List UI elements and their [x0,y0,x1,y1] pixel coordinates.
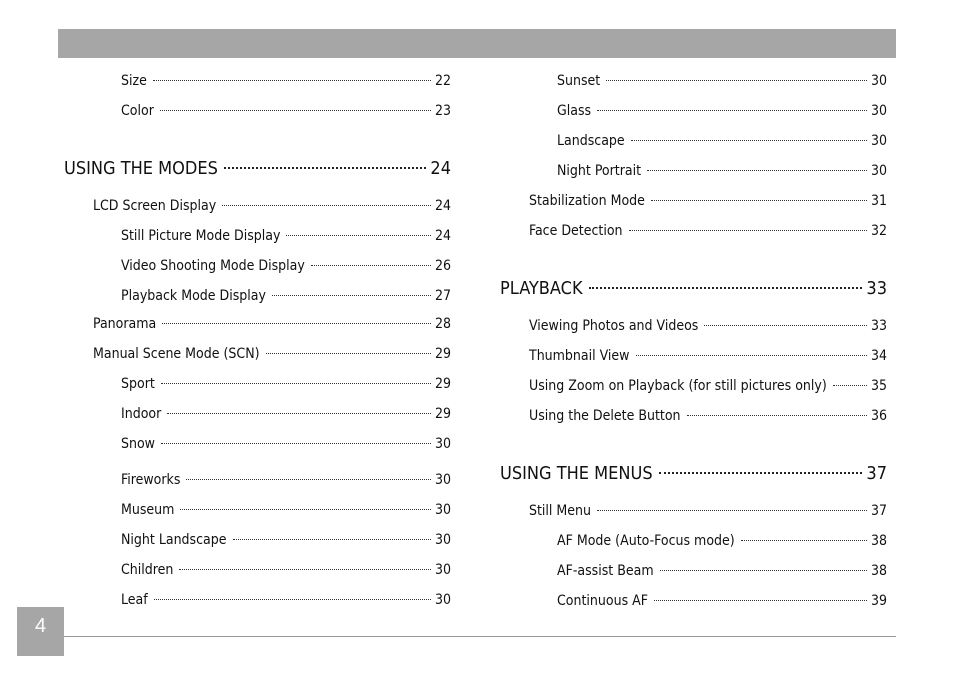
dot-leader [741,540,867,541]
dot-leader [272,295,431,296]
header-bar [58,29,896,58]
toc-entry-manual-scene-mode-scn[interactable] [93,343,451,365]
dot-leader [311,265,431,266]
toc-entry-title: Fireworks [121,472,181,488]
toc-entry-still-picture-mode-display[interactable] [121,225,451,247]
toc-entry-title: Stabilization Mode [529,193,645,209]
toc-entry-title: Size [121,73,147,89]
toc-entry-using-zoom-on-playback-for-still-pictures-only[interactable] [529,375,887,397]
dot-leader [162,323,431,324]
toc-entry-page: 24 [434,198,451,214]
toc-entry-page: 38 [870,533,887,549]
toc-entry-title: Using the Delete Button [529,408,681,424]
toc-entry-page: 24 [430,158,451,179]
toc-entry-page: 22 [434,73,451,89]
toc-entry-still-menu[interactable] [529,500,887,522]
toc-entry-page: 30 [870,73,887,89]
dot-leader [654,600,867,601]
toc-entry-using-the-delete-button[interactable] [529,405,887,427]
toc-entry-page: 33 [866,278,887,299]
dot-leader [631,140,867,141]
dot-leader [222,205,431,206]
toc-entry-title: Still Picture Mode Display [121,228,281,244]
toc-entry-title: LCD Screen Display [93,198,217,214]
toc-entry-title: USING THE MODES [64,158,218,179]
toc-entry-page: 29 [434,376,451,392]
toc-entry-sunset[interactable] [557,70,887,92]
toc-entry-page: 23 [434,103,451,119]
dot-leader [597,510,867,511]
toc-entry-af-mode-auto-focus-mode[interactable] [557,530,887,552]
toc-entry-page: 36 [870,408,887,424]
toc-entry-title: Thumbnail View [529,348,630,364]
toc-entry-title: Manual Scene Mode (SCN) [93,346,260,362]
toc-entry-title: Using Zoom on Playback (for still pictures only) [529,378,827,394]
dot-leader [597,110,867,111]
toc-entry-page: 39 [870,593,887,609]
toc-entry-page: 29 [434,346,451,362]
dot-leader [286,235,431,236]
toc-entry-indoor[interactable] [121,403,451,425]
toc-entry-page: 32 [870,223,887,239]
toc-entry-stabilization-mode[interactable] [529,190,887,212]
toc-entry-playback-mode-display[interactable] [121,285,451,307]
toc-entry-thumbnail-view[interactable] [529,345,887,367]
toc-entry-page: 37 [866,463,887,484]
toc-entry-snow[interactable] [121,433,451,455]
toc-entry-title: Leaf [121,592,148,608]
toc-section-playback[interactable] [500,276,887,302]
toc-entry-title: Landscape [557,133,625,149]
toc-entry-title: Sport [121,376,155,392]
dot-leader [160,110,431,111]
toc-entry-page: 30 [434,436,451,452]
dot-leader [167,413,431,414]
toc-entry-page: 38 [870,563,887,579]
dot-leader [180,509,431,510]
dot-leader [161,383,431,384]
toc-entry-page: 26 [434,258,451,274]
dot-leader [647,170,867,171]
toc-entry-fireworks[interactable] [121,469,451,491]
toc-entry-af-assist-beam[interactable] [557,560,887,582]
toc-entry-title: Glass [557,103,592,119]
dot-leader [629,230,867,231]
page-number: 4 [34,615,47,637]
toc-section-using-the-modes[interactable] [64,156,451,182]
toc-entry-page: 27 [434,288,451,304]
toc-entry-page: 34 [870,348,887,364]
dot-leader [651,200,867,201]
dot-leader [833,385,867,386]
page-number-box [17,607,64,656]
dot-leader [660,570,867,571]
toc-entry-page: 30 [434,502,451,518]
toc-entry-continuous-af[interactable] [557,590,887,612]
dot-leader [224,167,427,169]
dot-leader [186,479,431,480]
toc-entry-page: 28 [434,316,451,332]
dot-leader [589,287,863,289]
dot-leader [179,569,431,570]
toc-entry-glass[interactable] [557,100,887,122]
toc-entry-title: Video Shooting Mode Display [121,258,305,274]
toc-entry-page: 30 [434,472,451,488]
toc-entry-page: 30 [870,163,887,179]
toc-entry-night-portrait[interactable] [557,160,887,182]
toc-entry-page: 30 [434,592,451,608]
toc-entry-sport[interactable] [121,373,451,395]
toc-entry-panorama[interactable] [93,313,451,335]
dot-leader [636,355,867,356]
toc-entry-title: Face Detection [529,223,623,239]
dot-leader [161,443,431,444]
toc-entry-page: 30 [870,133,887,149]
toc-entry-page: 29 [434,406,451,422]
toc-entry-title: Indoor [121,406,162,422]
toc-entry-title: Night Portrait [557,163,642,179]
dot-leader [606,80,867,81]
toc-entry-page: 30 [434,532,451,548]
toc-entry-page: 35 [870,378,887,394]
toc-entry-children[interactable] [121,559,451,581]
toc-entry-title: Continuous AF [557,593,648,609]
toc-entry-page: 33 [870,318,887,334]
toc-entry-video-shooting-mode-display[interactable] [121,255,451,277]
toc-entry-page: 37 [870,503,887,519]
dot-leader [687,415,867,416]
toc-entry-title: Still Menu [529,503,592,519]
toc-entry-size[interactable] [121,70,451,92]
toc-entry-title: AF-assist Beam [557,563,654,579]
toc-entry-viewing-photos-and-videos[interactable] [529,315,887,337]
toc-entry-title: Sunset [557,73,601,89]
toc-entry-title: Viewing Photos and Videos [529,318,699,334]
toc-entry-lcd-screen-display[interactable] [93,195,451,217]
dot-leader [704,325,867,326]
toc-section-using-the-menus[interactable] [500,461,887,487]
toc-entry-page: 24 [434,228,451,244]
dot-leader [659,472,863,474]
toc-entry-face-detection[interactable] [529,220,887,242]
dot-leader [233,539,431,540]
toc-entry-title: Snow [121,436,155,452]
toc-entry-leaf[interactable] [121,589,451,611]
toc-entry-page: 30 [870,103,887,119]
toc-entry-title: Playback Mode Display [121,288,266,304]
toc-entry-title: Children [121,562,174,578]
dot-leader [266,353,431,354]
dot-leader [154,599,431,600]
toc-entry-page: 31 [870,193,887,209]
toc-entry-museum[interactable] [121,499,451,521]
toc-entry-page: 30 [434,562,451,578]
toc-entry-night-landscape[interactable] [121,529,451,551]
toc-entry-title: USING THE MENUS [500,463,653,484]
dot-leader [153,80,431,81]
toc-entry-title: Museum [121,502,175,518]
footer-rule [64,636,896,637]
toc-entry-title: Panorama [93,316,157,332]
toc-entry-title: Color [121,103,154,119]
toc-entry-title: Night Landscape [121,532,227,548]
toc-entry-title: PLAYBACK [500,278,583,299]
toc-entry-color[interactable] [121,100,451,122]
toc-entry-title: AF Mode (Auto-Focus mode) [557,533,735,549]
toc-entry-landscape[interactable] [557,130,887,152]
